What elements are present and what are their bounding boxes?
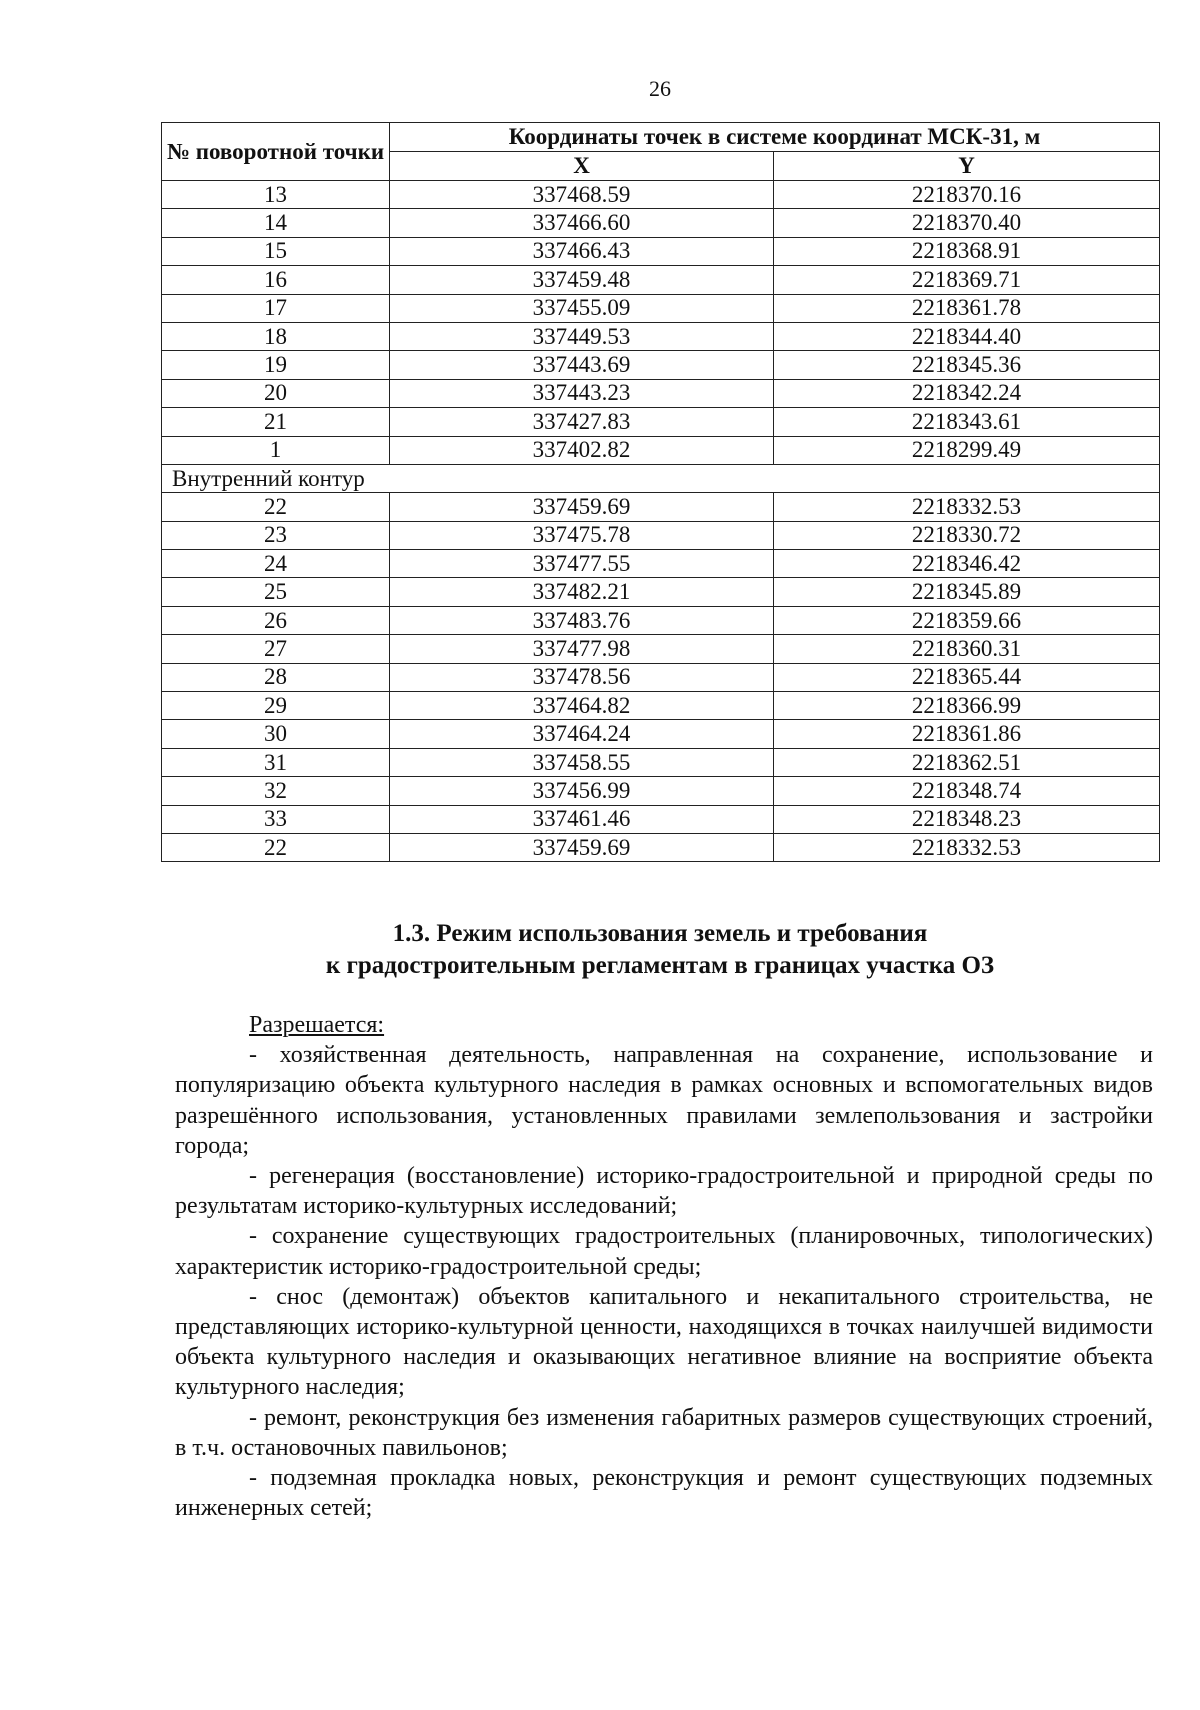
point-number-cell: 21	[162, 408, 390, 436]
point-number-cell: 14	[162, 209, 390, 237]
table-row	[162, 805, 1160, 833]
allowed-item: - хозяйственная деятельность, направленная на сохранение, использование и популяризацию объекта культурного наследия в рамках основных и вспомогательных видов разрешённого использования, установленных правилами землепользования и застройки города;	[175, 1042, 1153, 1159]
y-coordinate-cell: 2218344.40	[774, 322, 1160, 350]
point-number-cell: 18	[162, 322, 390, 350]
y-coordinate-cell: 2218330.72	[774, 521, 1160, 549]
x-coordinate-cell: 337458.55	[390, 748, 774, 776]
y-coordinate-cell: 2218348.23	[774, 805, 1160, 833]
page-number: 26	[649, 76, 671, 101]
table-row	[162, 606, 1160, 634]
regulations-text	[175, 1010, 1153, 1523]
allowed-item: - снос (демонтаж) объектов капитального и некапитального строительства, не представляющих историко-культурной ценности, находящихся в точках наилучшей видимости объекта культурного наследия и оказывающих негативное влияние на восприятие объекта культурного наследия;	[175, 1283, 1153, 1401]
point-number-cell: 20	[162, 379, 390, 407]
allowed-item: - ремонт, реконструкция без изменения габаритных размеров существующих строений, в т.ч. остановочных павильонов;	[175, 1404, 1153, 1461]
table-row	[162, 692, 1160, 720]
point-number-cell: 17	[162, 294, 390, 322]
point-number-cell: 16	[162, 266, 390, 294]
x-coordinate-cell: 337482.21	[390, 578, 774, 606]
table-row	[162, 237, 1160, 265]
table-row	[162, 550, 1160, 578]
x-coordinate-cell: 337483.76	[390, 606, 774, 634]
header-x: X	[390, 152, 774, 181]
table-row	[162, 748, 1160, 776]
point-number-cell: 30	[162, 720, 390, 748]
table-row	[162, 578, 1160, 606]
x-coordinate-cell: 337478.56	[390, 663, 774, 691]
table-row	[162, 635, 1160, 663]
point-number-cell: 24	[162, 550, 390, 578]
y-coordinate-cell: 2218370.16	[774, 181, 1160, 209]
point-number-cell: 19	[162, 351, 390, 379]
y-coordinate-cell: 2218342.24	[774, 379, 1160, 407]
point-number-cell: 26	[162, 606, 390, 634]
point-number-cell: 22	[162, 833, 390, 861]
table-row	[162, 379, 1160, 407]
section-label: Внутренний контур	[162, 464, 1160, 492]
x-coordinate-cell: 337459.69	[390, 833, 774, 861]
y-coordinate-cell: 2218359.66	[774, 606, 1160, 634]
x-coordinate-cell: 337477.98	[390, 635, 774, 663]
table-row	[162, 408, 1160, 436]
table-row	[162, 209, 1160, 237]
x-coordinate-cell: 337464.82	[390, 692, 774, 720]
x-coordinate-cell: 337455.09	[390, 294, 774, 322]
allowed-item: - сохранение существующих градостроительных (планировочных, типологических) характеристик историко-градостроительной среды;	[175, 1223, 1153, 1280]
x-coordinate-cell: 337443.69	[390, 351, 774, 379]
y-coordinate-cell: 2218365.44	[774, 663, 1160, 691]
y-coordinate-cell: 2218345.36	[774, 351, 1160, 379]
header-coordinates: Координаты точек в системе координат МСК-31, м	[390, 123, 1160, 152]
table-row	[162, 266, 1160, 294]
point-number-cell: 13	[162, 181, 390, 209]
y-coordinate-cell: 2218348.74	[774, 777, 1160, 805]
y-coordinate-cell: 2218360.31	[774, 635, 1160, 663]
section-heading-line-1: 1.3. Режим использования земель и требования	[392, 920, 928, 947]
header-y: Y	[774, 152, 1160, 181]
header-point-number: № поворотной точки	[162, 123, 390, 181]
coordinates-table	[161, 122, 1160, 862]
allowed-item: - подземная прокладка новых, реконструкция и ремонт существующих подземных инженерных сетей;	[175, 1465, 1153, 1522]
table-row	[162, 720, 1160, 748]
x-coordinate-cell: 337466.60	[390, 209, 774, 237]
y-coordinate-cell: 2218332.53	[774, 493, 1160, 521]
table-row	[162, 521, 1160, 549]
y-coordinate-cell: 2218366.99	[774, 692, 1160, 720]
point-number-cell: 22	[162, 493, 390, 521]
y-coordinate-cell: 2218346.42	[774, 550, 1160, 578]
point-number-cell: 28	[162, 663, 390, 691]
point-number-cell: 31	[162, 748, 390, 776]
table-row	[162, 833, 1160, 861]
x-coordinate-cell: 337461.46	[390, 805, 774, 833]
x-coordinate-cell: 337449.53	[390, 322, 774, 350]
y-coordinate-cell: 2218368.91	[774, 237, 1160, 265]
allowed-label-text: Разрешается:	[249, 1012, 385, 1038]
y-coordinate-cell: 2218370.40	[774, 209, 1160, 237]
point-number-cell: 33	[162, 805, 390, 833]
x-coordinate-cell: 337456.99	[390, 777, 774, 805]
y-coordinate-cell: 2218332.53	[774, 833, 1160, 861]
table-row	[162, 294, 1160, 322]
point-number-cell: 1	[162, 436, 390, 464]
point-number-cell: 29	[162, 692, 390, 720]
x-coordinate-cell: 337475.78	[390, 521, 774, 549]
y-coordinate-cell: 2218369.71	[774, 266, 1160, 294]
allowed-item: - регенерация (восстановление) историко-градостроительной и природной среды по результатам историко-культурных исследований;	[175, 1163, 1153, 1220]
x-coordinate-cell: 337468.59	[390, 181, 774, 209]
table-row	[162, 351, 1160, 379]
y-coordinate-cell: 2218345.89	[774, 578, 1160, 606]
section-row	[162, 464, 1160, 492]
x-coordinate-cell: 337464.24	[390, 720, 774, 748]
table-row	[162, 493, 1160, 521]
y-coordinate-cell: 2218343.61	[774, 408, 1160, 436]
point-number-cell: 15	[162, 237, 390, 265]
point-number-cell: 25	[162, 578, 390, 606]
y-coordinate-cell: 2218361.78	[774, 294, 1160, 322]
allowed-items-list	[175, 1040, 1153, 1523]
x-coordinate-cell: 337466.43	[390, 237, 774, 265]
point-number-cell: 32	[162, 777, 390, 805]
section-heading-line-2: к градостроительным регламентам в границах участка ОЗ	[325, 952, 995, 979]
inner-contour-rows	[162, 493, 1160, 862]
x-coordinate-cell: 337402.82	[390, 436, 774, 464]
y-coordinate-cell: 2218299.49	[774, 436, 1160, 464]
table-row	[162, 777, 1160, 805]
x-coordinate-cell: 337477.55	[390, 550, 774, 578]
table-row	[162, 436, 1160, 464]
table-row	[162, 181, 1160, 209]
point-number-cell: 27	[162, 635, 390, 663]
allowed-label	[175, 1010, 1153, 1040]
x-coordinate-cell: 337443.23	[390, 379, 774, 407]
table-row	[162, 322, 1160, 350]
section-heading	[0, 918, 1200, 982]
y-coordinate-cell: 2218362.51	[774, 748, 1160, 776]
x-coordinate-cell: 337459.48	[390, 266, 774, 294]
x-coordinate-cell: 337427.83	[390, 408, 774, 436]
y-coordinate-cell: 2218361.86	[774, 720, 1160, 748]
table-row	[162, 663, 1160, 691]
outer-contour-rows	[162, 181, 1160, 465]
point-number-cell: 23	[162, 521, 390, 549]
x-coordinate-cell: 337459.69	[390, 493, 774, 521]
